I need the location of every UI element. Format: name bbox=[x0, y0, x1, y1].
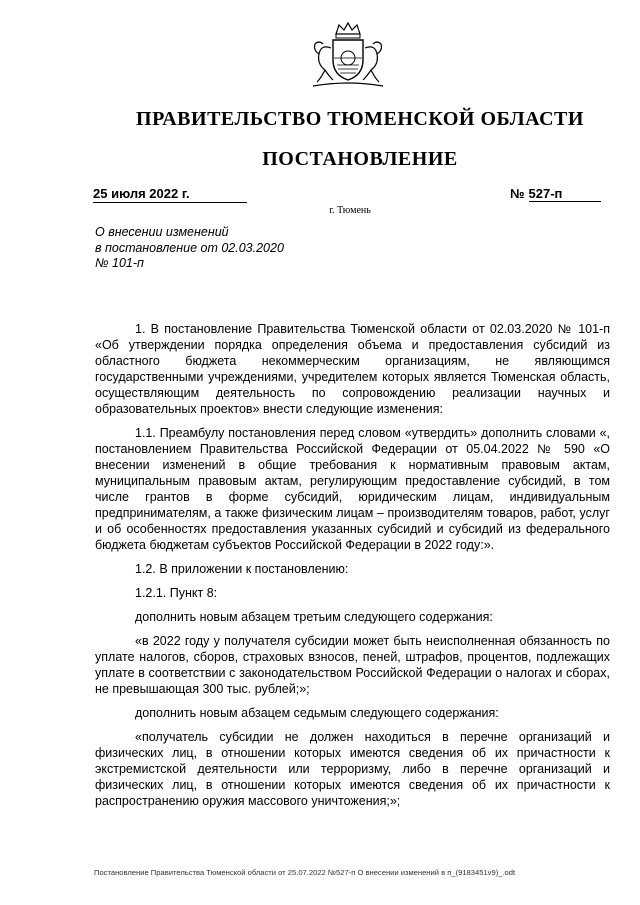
number-value: 527-п bbox=[529, 186, 601, 202]
body-paragraph: «получатель субсидии не должен находиться в перечне организаций и физических лиц, в отношении которых имеются сведения об их причастности к экстремистской деятельности или терроризму, либо в перечне организаций и физических лиц, в отношении которых имеются сведения об их причастности к распространению оружия массового уничтожения;»; bbox=[95, 730, 610, 808]
body-paragraph: «в 2022 году у получателя субсидии может быть неисполненная обязанность по уплате налогов, сборов, страховых взносов, пеней, штрафов, процентов, подлежащих уплате в соответствии с законодательством Российской Федерации о налогах и сборах, не превышающая 300 тыс. рублей;»; bbox=[95, 634, 610, 696]
document-date: 25 июля 2022 г. bbox=[93, 186, 247, 203]
subject-line: № 101-п bbox=[95, 256, 144, 270]
body-paragraph: 1. В постановление Правительства Тюменской области от 02.03.2020 № 101-п «Об утверждении порядка определения объема и предоставления субсидий из областного бюджета некоммерческим организациям, не являющимся государственными учреждениями, учредителем которых является Тюменская область, осуществляющим деятельность по сопровождению реализации научных и образовательных проектов» внести следующие изменения: bbox=[95, 322, 610, 416]
tyumen-coat-of-arms-icon bbox=[303, 20, 393, 94]
body-paragraph: 1.1. Преамбулу постановления перед словом «утвердить» дополнить словами «, постановлением Правительства Российской Федерации от 05.04.2022 № 590 «О внесении изменений в общие требования к нормативным правовым актам, муниципальным правовым актам, регулирующим предоставление субсидий, в том числе грантов в форме субсидий, юридическим лицам, индивидуальным предпринимателям, а также физическим лицам – производителям товаров, работ, услуг и об особенностях предоставления указанных субсидий и субсидий из федерального бюджета бюджетам субъектов Российской Федерации в 2022 году:». bbox=[95, 426, 610, 552]
document-number bbox=[510, 186, 604, 202]
body-paragraph: дополнить новым абзацем третьим следующего содержания: bbox=[135, 610, 493, 624]
city-label: г. Тюмень bbox=[329, 205, 371, 216]
body-paragraph: дополнить новым абзацем седьмым следующего содержания: bbox=[135, 706, 499, 720]
subject-line: в постановление от 02.03.2020 bbox=[95, 240, 284, 255]
document-subject bbox=[95, 225, 335, 272]
footer-filename: Постановление Правительства Тюменской области от 25.07.2022 №527-п О внесении изменений в п_(9183451v9)_.odt bbox=[94, 868, 516, 877]
document-body bbox=[95, 321, 610, 817]
document-type-title: ПОСТАНОВЛЕНИЕ bbox=[262, 148, 458, 170]
body-paragraph: 1.2. В приложении к постановлению: bbox=[135, 562, 349, 576]
government-title: ПРАВИТЕЛЬСТВО ТЮМЕНСКОЙ ОБЛАСТИ bbox=[136, 108, 584, 130]
number-sign: № bbox=[510, 186, 525, 201]
body-paragraph: 1.2.1. Пункт 8: bbox=[135, 586, 218, 600]
subject-line: О внесении изменений bbox=[95, 225, 229, 239]
